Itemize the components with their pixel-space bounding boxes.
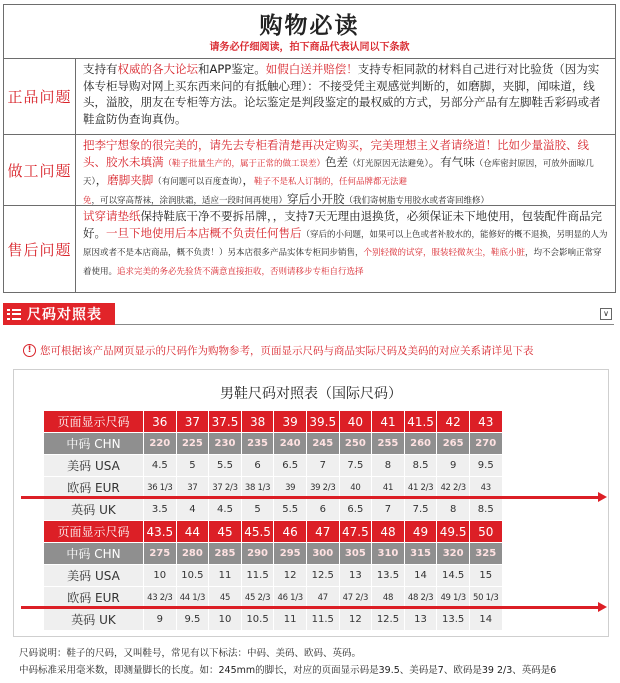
size-cell: 47 bbox=[306, 587, 339, 609]
size-cell: 13 bbox=[339, 565, 372, 587]
size-cell: 7 bbox=[372, 499, 405, 521]
size-warning-text: 您可根据该产品网页显示的尺码作为购物参考，页面显示尺码与商品实际尺码及美码的对应关系请详见下表 bbox=[40, 345, 534, 357]
notice-row-text bbox=[76, 135, 615, 205]
size-cell: 225 bbox=[176, 433, 209, 455]
size-cell: 230 bbox=[209, 433, 242, 455]
size-cell: 7 bbox=[306, 455, 339, 477]
size-cell: 9 bbox=[144, 609, 177, 631]
size-cell: 220 bbox=[144, 433, 177, 455]
size-cell: 8.5 bbox=[404, 455, 437, 477]
size-cell: 300 bbox=[306, 543, 339, 565]
size-cell: 5.5 bbox=[274, 499, 307, 521]
size-cell: 305 bbox=[339, 543, 372, 565]
size-cell: 48 2/3 bbox=[404, 587, 437, 609]
row-label: 中码 CHN bbox=[44, 433, 144, 455]
size-cell: 235 bbox=[241, 433, 274, 455]
size-warning bbox=[23, 343, 613, 358]
size-cell: 12.5 bbox=[306, 565, 339, 587]
notice-text-segment: ， bbox=[95, 173, 108, 187]
size-cell: 10 bbox=[144, 565, 177, 587]
size-cell: 13.5 bbox=[372, 565, 405, 587]
size-cell: 39 bbox=[274, 477, 307, 499]
size-cell: 245 bbox=[306, 433, 339, 455]
notice-text-segment: 色差 bbox=[325, 154, 349, 169]
size-cell: 47 2/3 bbox=[339, 587, 372, 609]
size-cell: 41.5 bbox=[404, 411, 437, 433]
size-cell: 7.5 bbox=[339, 455, 372, 477]
notice-subtitle: 请务必仔细阅读，拍下商品代表认同以下条款 bbox=[209, 42, 410, 53]
arrow-indicator bbox=[21, 496, 599, 499]
notice-text-segment: 支持有 bbox=[83, 62, 118, 76]
chn-size-row bbox=[44, 543, 503, 565]
uk-size-row bbox=[44, 499, 503, 521]
size-table bbox=[43, 410, 503, 631]
page-size-row bbox=[44, 521, 503, 543]
size-cell: 11.5 bbox=[306, 609, 339, 631]
size-cell: 37 bbox=[176, 477, 209, 499]
size-cell: 47.5 bbox=[339, 521, 372, 543]
size-cell: 10 bbox=[209, 609, 242, 631]
size-cell: 43 2/3 bbox=[144, 587, 177, 609]
size-chart-title: 男鞋尺码对照表（国际尺码） bbox=[220, 386, 402, 402]
notice-text-segment: （鞋子批量生产的，属于正常的做工误差） bbox=[163, 158, 326, 169]
size-cell: 41 bbox=[372, 477, 405, 499]
footnote-line: 中码标准采用毫米数，即测量脚长的长度。如：245mm的脚长，对应的页面显示码是39.5、美码是7、欧码是39 2/3、英码是6 bbox=[19, 665, 557, 676]
size-cell: 40 bbox=[339, 477, 372, 499]
size-cell: 37 bbox=[176, 411, 209, 433]
size-cell: 49 bbox=[404, 521, 437, 543]
notice-text-segment: 如假白送并赔偿！ bbox=[265, 62, 358, 76]
notice-text-segment: 支持专柜同款的材料自己进行对比验货（因为实体专柜导购对网上买东西来问的有抵触心理）：不接受凭主观感觉判断的，如磨脚，夹脚，闻味道，线头，溢胶，朋友在专柜等方法。论坛鉴定是判段鉴定的最权威的方式，另部分产品有左脚鞋舌彩码或者鞋盒防伪查询真伪。 bbox=[83, 62, 601, 126]
row-label: 欧码 EUR bbox=[44, 477, 144, 499]
row-label: 美码 USA bbox=[44, 565, 144, 587]
size-cell: 11 bbox=[274, 609, 307, 631]
notice-text-segment: 和APP鉴定。 bbox=[198, 62, 266, 76]
size-cell: 46 1/3 bbox=[274, 587, 307, 609]
size-cell: 320 bbox=[437, 543, 470, 565]
size-cell: 46 bbox=[274, 521, 307, 543]
size-cell: 8 bbox=[372, 455, 405, 477]
size-cell: 36 1/3 bbox=[144, 477, 177, 499]
notice-text-segment: 保持鞋底干净不要拆吊牌，，支持7天无理由退换货，必须保证未下地使用，包装配件商品完好。 bbox=[83, 209, 603, 240]
size-cell: 42 bbox=[437, 411, 470, 433]
chevron-down-icon[interactable]: ∨ bbox=[600, 308, 612, 320]
size-cell: 255 bbox=[372, 433, 405, 455]
notice-text-segment: （有问题可以百度查询） bbox=[153, 177, 243, 187]
size-cell: 44 bbox=[176, 521, 209, 543]
size-cell: 45 bbox=[209, 521, 242, 543]
notice-text-segment: 穿后小开胶 bbox=[287, 191, 345, 206]
size-section-header bbox=[3, 303, 614, 325]
size-cell: 295 bbox=[274, 543, 307, 565]
size-cell: 48 bbox=[372, 587, 405, 609]
size-cell: 310 bbox=[372, 543, 405, 565]
notice-title: 购物必读 bbox=[259, 13, 360, 39]
size-cell: 8.5 bbox=[469, 499, 502, 521]
notice-row-label: 售后问题 bbox=[4, 206, 76, 292]
size-cell: 42 2/3 bbox=[437, 477, 470, 499]
size-cell: 290 bbox=[241, 543, 274, 565]
size-cell: 12 bbox=[339, 609, 372, 631]
size-cell: 270 bbox=[469, 433, 502, 455]
size-cell: 10.5 bbox=[176, 565, 209, 587]
size-cell: 49.5 bbox=[437, 521, 470, 543]
size-cell: 4.5 bbox=[144, 455, 177, 477]
notice-text-segment: 权威的各大论坛 bbox=[117, 62, 198, 76]
size-section-tab[interactable] bbox=[3, 303, 115, 325]
notice-header bbox=[4, 5, 615, 59]
notice-text-segment: ，均不会影响正常穿着使用。 bbox=[83, 248, 602, 277]
size-cell: 47 bbox=[306, 521, 339, 543]
uk-size-row bbox=[44, 609, 503, 631]
notice-row-label: 做工问题 bbox=[4, 135, 76, 205]
size-cell: 43 bbox=[469, 411, 502, 433]
size-cell: 6.5 bbox=[274, 455, 307, 477]
notice-text-segment: ，可以穿高帮袜，涂润肤霜，适应一段时间再使用） bbox=[91, 195, 288, 206]
row-label: 中码 CHN bbox=[44, 543, 144, 565]
size-cell: 48 bbox=[372, 521, 405, 543]
size-cell: 14 bbox=[469, 609, 502, 631]
notice-row-label: 正品问题 bbox=[4, 59, 76, 134]
size-cell: 38 1/3 bbox=[241, 477, 274, 499]
size-cell: 14.5 bbox=[437, 565, 470, 587]
chn-size-row bbox=[44, 433, 503, 455]
page-size-row bbox=[44, 411, 503, 433]
notice-text-segment: 磨脚夹脚 bbox=[107, 173, 154, 187]
size-cell: 41 2/3 bbox=[404, 477, 437, 499]
row-label: 欧码 EUR bbox=[44, 587, 144, 609]
size-cell: 6 bbox=[306, 499, 339, 521]
notice-row-workmanship bbox=[4, 135, 615, 206]
size-cell: 6.5 bbox=[339, 499, 372, 521]
notice-text-segment: 追求完美的务必先验货不满意直接拒收，否则请移步专柜自行选择 bbox=[117, 266, 364, 277]
list-icon bbox=[7, 308, 21, 321]
size-cell: 39.5 bbox=[306, 411, 339, 433]
notice-text-segment: 。有气味 bbox=[428, 154, 475, 169]
size-cell: 50 1/3 bbox=[469, 587, 502, 609]
notice-text-segment: 一旦下地使用后本店概不负责任何售后 bbox=[106, 225, 302, 240]
row-label: 页面显示尺码 bbox=[44, 521, 144, 543]
footnote-line: 尺码说明：鞋子的尺码，又叫鞋号，常见有以下标法：中码、美码、欧码、英码。 bbox=[19, 648, 362, 659]
size-cell: 45 2/3 bbox=[241, 587, 274, 609]
notice-text-segment: 鞋子不是私人订制的，任何品牌都无法避免 bbox=[83, 177, 408, 206]
size-cell: 10.5 bbox=[241, 609, 274, 631]
notice-row-authenticity bbox=[4, 59, 615, 135]
notice-text-segment: 把李宁想象的很完美的，请先去专柜看清楚再决定购买，完美理想主义者请绕道！比如少量溢胶、线头、胶水未填满 bbox=[83, 138, 589, 169]
size-cell: 11 bbox=[209, 565, 242, 587]
size-cell: 325 bbox=[469, 543, 502, 565]
size-chart bbox=[13, 369, 609, 637]
arrow-indicator bbox=[21, 606, 599, 609]
size-cell: 41 bbox=[372, 411, 405, 433]
size-cell: 15 bbox=[469, 565, 502, 587]
size-cell: 13 bbox=[404, 609, 437, 631]
size-cell: 9.5 bbox=[176, 609, 209, 631]
size-cell: 49 1/3 bbox=[437, 587, 470, 609]
size-cell: 9.5 bbox=[469, 455, 502, 477]
size-cell: 12.5 bbox=[372, 609, 405, 631]
size-cell: 8 bbox=[437, 499, 470, 521]
size-cell: 280 bbox=[176, 543, 209, 565]
size-cell: 14 bbox=[404, 565, 437, 587]
size-cell: 43.5 bbox=[144, 521, 177, 543]
size-cell: 43 bbox=[469, 477, 502, 499]
notice-row-text bbox=[76, 206, 615, 292]
size-cell: 45 bbox=[209, 587, 242, 609]
size-cell: 11.5 bbox=[241, 565, 274, 587]
size-cell: 315 bbox=[404, 543, 437, 565]
notice-text-segment: （灯光原因无法避免） bbox=[348, 158, 429, 169]
notice-row-after-sales bbox=[4, 206, 615, 292]
size-cell: 36 bbox=[144, 411, 177, 433]
notice-text-segment: （穿后的小问题，如果可以上色或者补胶水的，能修好的概不退换，另明显的人为原因或者不是本店商品，概不负责！）另本店很多产品实体专柜同步销售， bbox=[83, 229, 608, 258]
warning-icon: ! bbox=[23, 344, 36, 357]
notice-text-segment: 个别轻微的试穿，服装轻微灰尘，鞋底小脏 bbox=[363, 248, 526, 258]
size-cell: 275 bbox=[144, 543, 177, 565]
size-cell: 265 bbox=[437, 433, 470, 455]
usa-size-row bbox=[44, 455, 503, 477]
size-cell: 5 bbox=[241, 499, 274, 521]
size-cell: 13.5 bbox=[437, 609, 470, 631]
size-section-title: 尺码对照表 bbox=[27, 307, 102, 323]
size-cell: 44 1/3 bbox=[176, 587, 209, 609]
size-cell: 260 bbox=[404, 433, 437, 455]
size-cell: 5 bbox=[176, 455, 209, 477]
purchase-notice-table bbox=[3, 4, 616, 293]
size-cell: 6 bbox=[241, 455, 274, 477]
size-cell: 4.5 bbox=[209, 499, 242, 521]
size-cell: 39 bbox=[274, 411, 307, 433]
notice-text-segment: 试穿请垫纸 bbox=[83, 209, 141, 223]
row-label: 美码 USA bbox=[44, 455, 144, 477]
size-cell: 3.5 bbox=[144, 499, 177, 521]
notice-text-segment: ， bbox=[242, 173, 255, 187]
size-cell: 5.5 bbox=[209, 455, 242, 477]
size-cell: 40 bbox=[339, 411, 372, 433]
size-cell: 7.5 bbox=[404, 499, 437, 521]
notice-text-segment: （仓库密封原因，可放外面晾几天） bbox=[83, 158, 594, 187]
size-cell: 285 bbox=[209, 543, 242, 565]
size-cell: 37.5 bbox=[209, 411, 242, 433]
size-cell: 38 bbox=[241, 411, 274, 433]
notice-row-text bbox=[76, 59, 615, 134]
row-label: 页面显示尺码 bbox=[44, 411, 144, 433]
size-cell: 45.5 bbox=[241, 521, 274, 543]
size-cell: 240 bbox=[274, 433, 307, 455]
size-footnote bbox=[19, 645, 615, 679]
size-cell: 12 bbox=[274, 565, 307, 587]
notice-text-segment: （我们寄树脂专用胶水或者寄回维修） bbox=[344, 195, 490, 206]
usa-size-row bbox=[44, 565, 503, 587]
size-cell: 37 2/3 bbox=[209, 477, 242, 499]
size-cell: 9 bbox=[437, 455, 470, 477]
row-label: 英码 UK bbox=[44, 609, 144, 631]
size-cell: 39 2/3 bbox=[306, 477, 339, 499]
size-cell: 4 bbox=[176, 499, 209, 521]
row-label: 英码 UK bbox=[44, 499, 144, 521]
size-cell: 250 bbox=[339, 433, 372, 455]
size-cell: 50 bbox=[469, 521, 502, 543]
